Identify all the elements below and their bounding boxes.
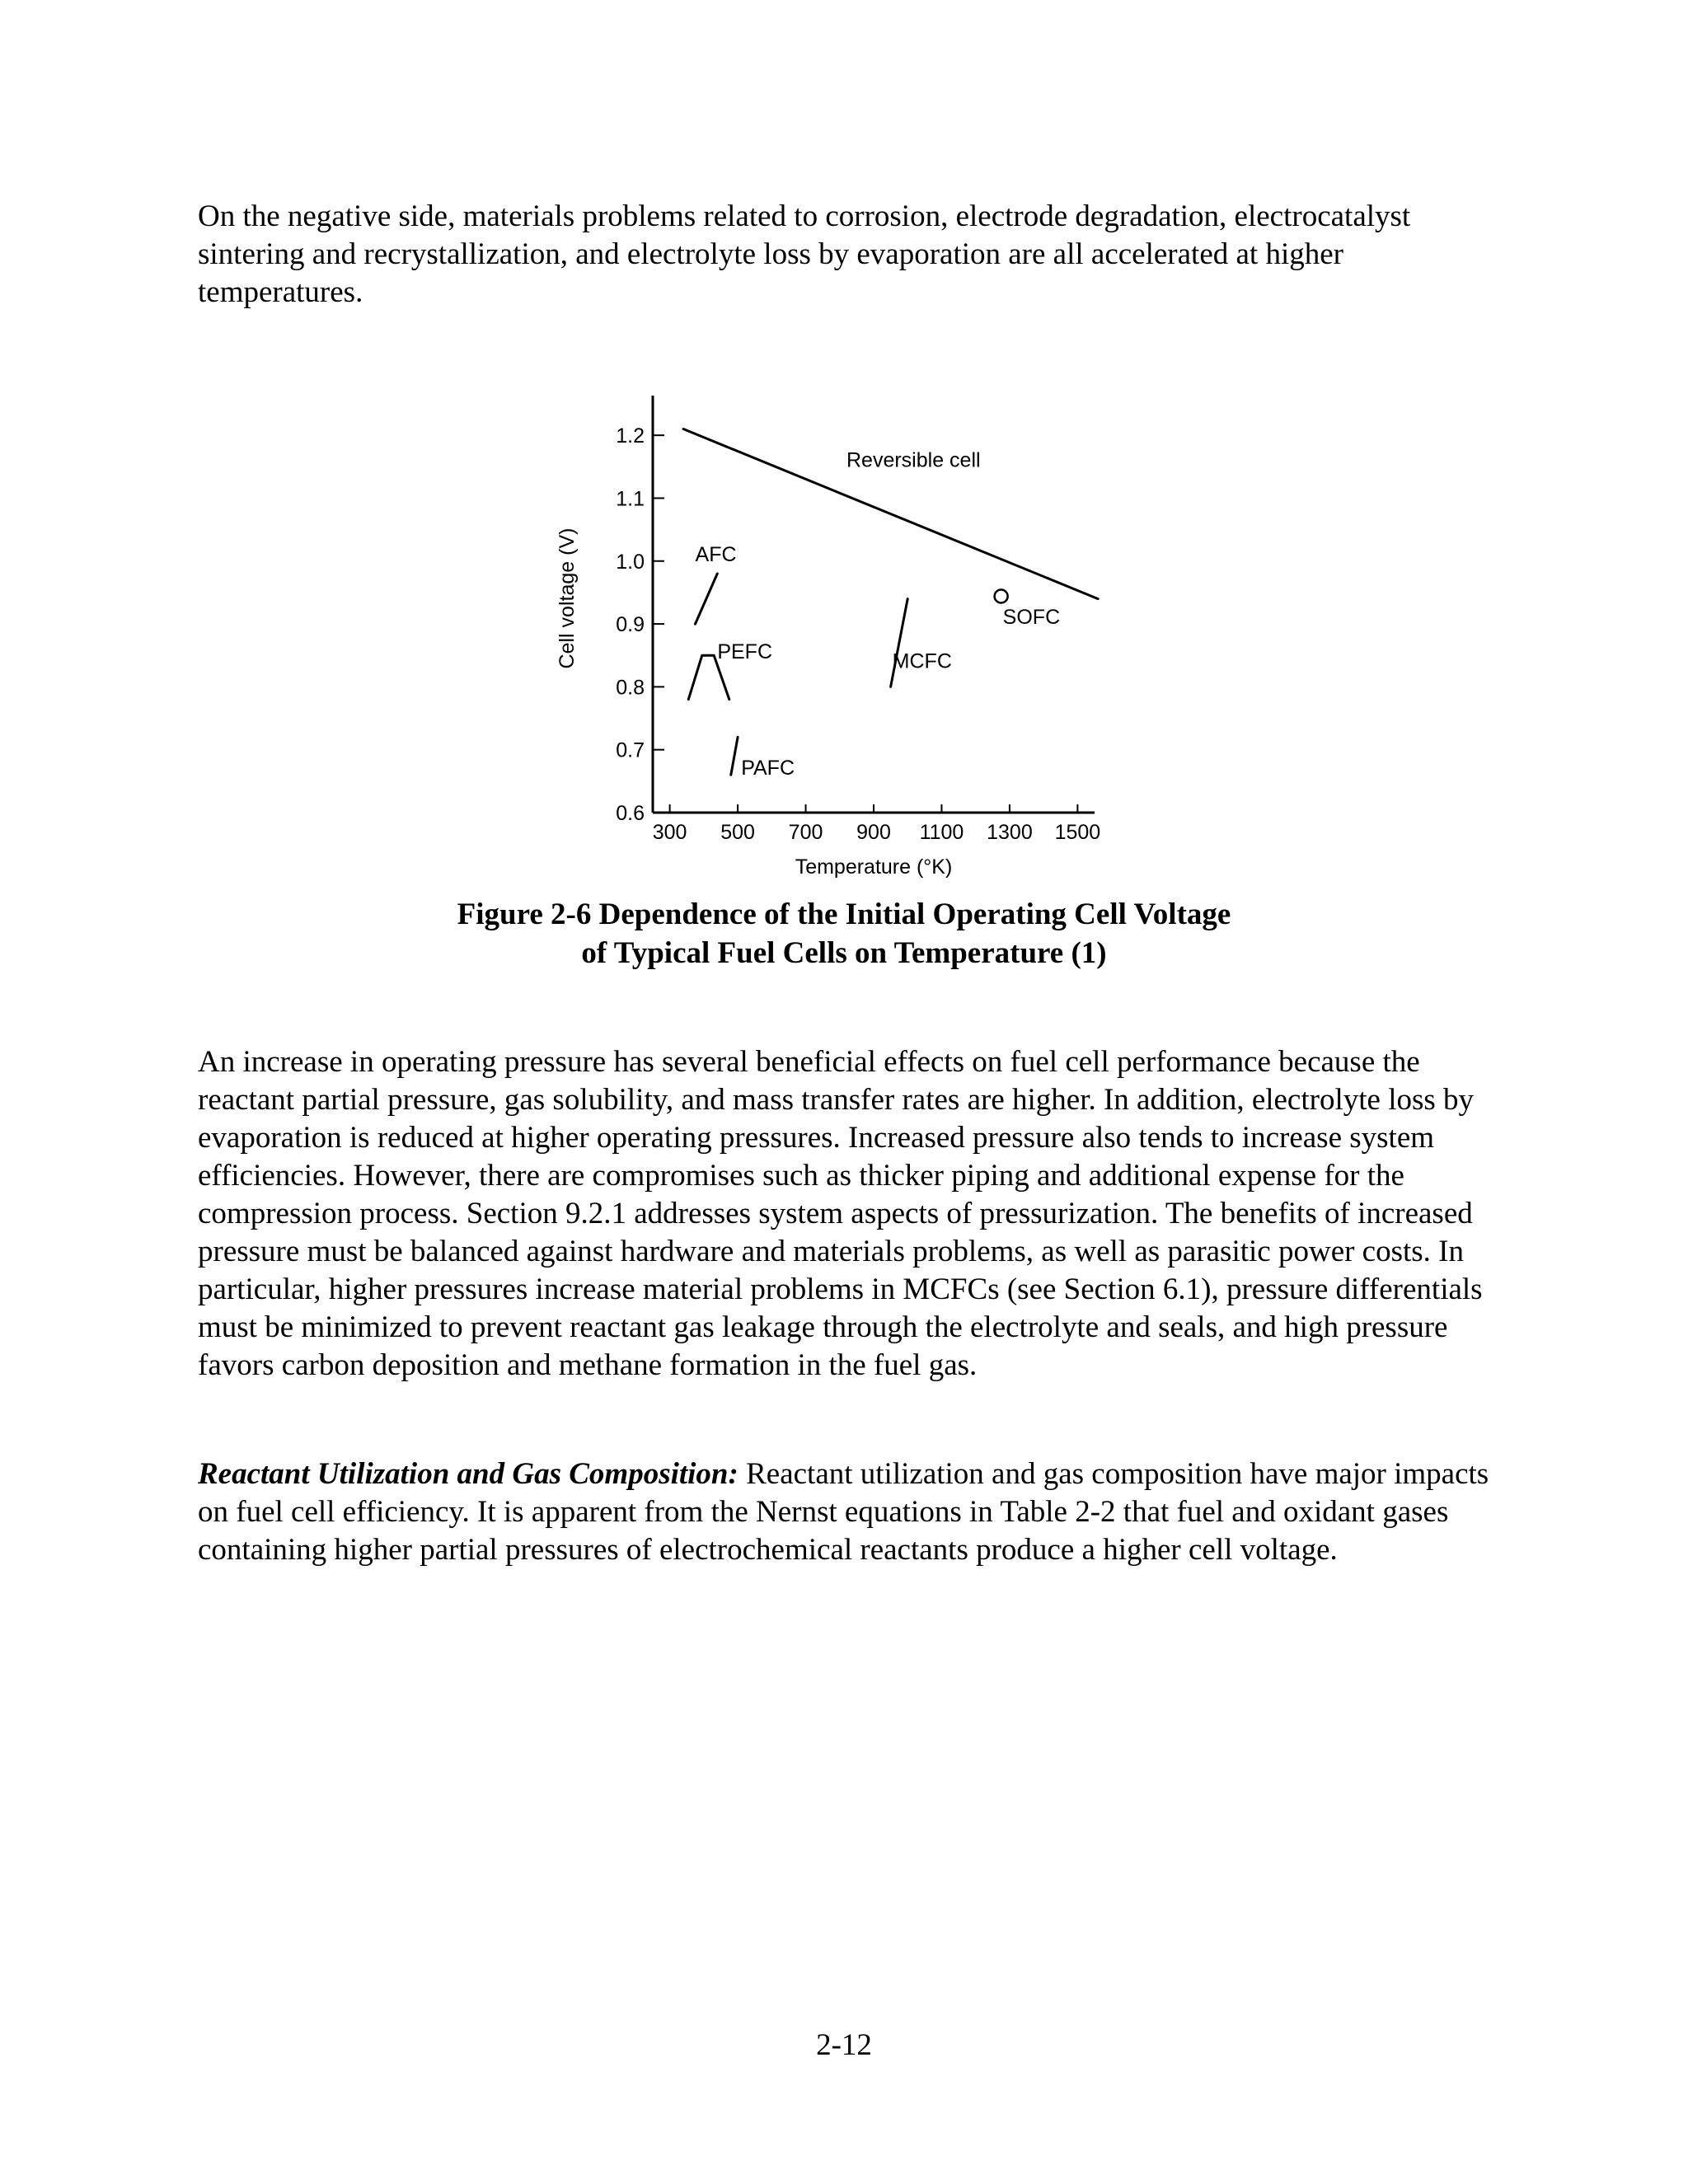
page-number: 2-12 [816, 2028, 872, 2062]
x-tick-label: 900 [856, 821, 891, 844]
x-tick-label: 700 [788, 821, 823, 844]
reactant-utilization-text: Reactant utilization and gas composition have major impacts on fuel cell efficiency. It is apparent from the Nernst equations in Table 2-2 that fuel and oxidant gases containing higher partial pressures of electrochemical reactants produce a higher cell voltage. [198, 1457, 1489, 1567]
reactant-utilization-heading: Reactant Utilization and Gas Composition: [198, 1457, 738, 1491]
figure-caption-line-2: of Typical Fuel Cells on Temperature (1) [581, 936, 1107, 970]
y-tick-label: 0.6 [616, 802, 645, 825]
cell-voltage-vs-temperature-chart [544, 387, 1137, 898]
figure-2-6 [544, 387, 1137, 898]
reversible-cell-label: Reversible cell [846, 448, 981, 472]
mcfc-line [891, 599, 908, 687]
sofc-marker [995, 590, 1008, 603]
afc-line [696, 574, 718, 624]
y-tick-label: 1.2 [616, 424, 645, 448]
y-axis-label: Cell voltage (V) [556, 527, 579, 669]
y-tick-label: 0.8 [616, 676, 645, 700]
y-tick-label: 0.9 [616, 613, 645, 637]
y-tick-label: 1.1 [616, 487, 645, 511]
x-tick-label: 1100 [919, 821, 964, 844]
x-tick-label: 1500 [1054, 821, 1101, 844]
x-axis-label: Temperature (°K) [795, 855, 953, 879]
y-tick-label: 1.0 [616, 550, 645, 574]
y-tick-label: 0.7 [616, 738, 645, 762]
x-tick-label: 300 [652, 821, 687, 844]
pefc-label: PEFC [717, 640, 773, 664]
paragraph-operating-pressure: An increase in operating pressure has several beneficial effects on fuel cell performance because the reactant partial pressure, gas solubility, and mass transfer rates are higher. In addition, electrolyte loss by evaporation is reduced at higher operating pressures. Increased pressure also tends to increase system efficiencies. However, there are compromises such as thicker piping and additional expense for the compression process. Section 9.2.1 addresses system aspects of pressurization. The benefits of increased pressure must be balanced against hardware and materials problems, as well as parasitic power costs. In particular, higher pressures increase material problems in MCFCs (see Section 6.1), pressure differentials must be minimized to prevent reactant gas leakage through the electrolyte and seals, and high pressure favors carbon deposition and methane formation in the fuel gas. [198, 1045, 1483, 1382]
afc-label: AFC [695, 542, 737, 566]
paragraph-reactant-utilization [198, 1455, 1500, 1569]
paragraph-temperature-negatives: On the negative side, materials problems related to corrosion, electrode degradation, electrocatalyst sintering and recrystallization, and electrolyte loss by evaporation are all accelerated at higher temperatures. [198, 199, 1411, 309]
pafc-line [731, 737, 738, 775]
x-tick-label: 1300 [987, 821, 1033, 844]
figure-caption-line-1: Figure 2-6 Dependence of the Initial Operating Cell Voltage [457, 898, 1231, 931]
x-tick-label: 500 [720, 821, 755, 844]
sofc-label: SOFC [1002, 606, 1061, 630]
pafc-label: PAFC [741, 757, 795, 780]
mcfc-label: MCFC [892, 649, 952, 673]
